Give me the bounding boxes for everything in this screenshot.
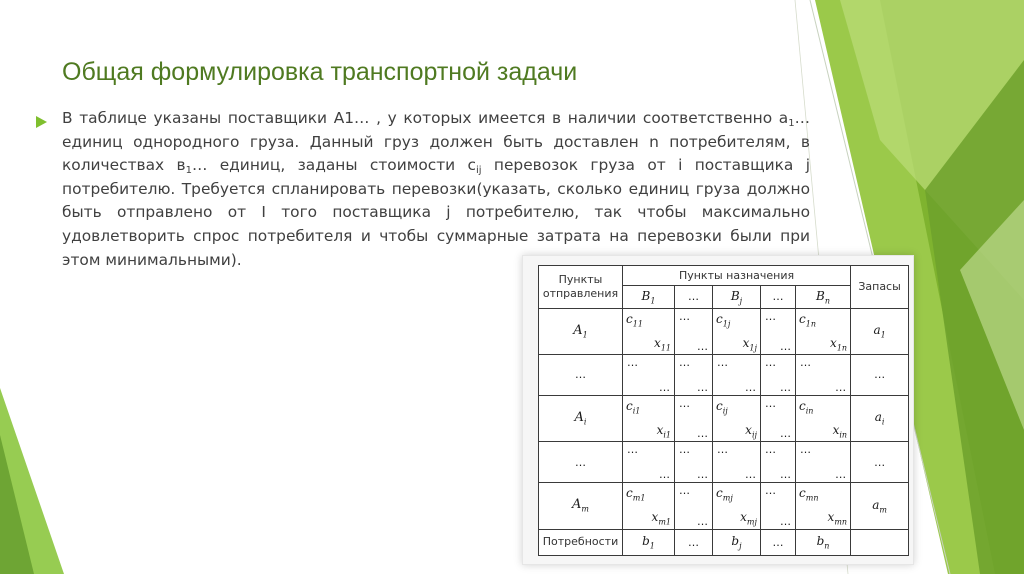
dots-cell: …: [539, 442, 623, 483]
cost-cell: $c_{ij}$ $x_{ij}$: [713, 395, 761, 442]
cost-cell: $c_{mn}$ $x_{mn}$: [796, 482, 851, 529]
dots-cell: … …: [675, 308, 713, 355]
dots-cell: …: [539, 355, 623, 396]
cost-cell: $c_{1n}$ $x_{1n}$: [796, 308, 851, 355]
dots-cell: … …: [796, 442, 851, 483]
table-row: [539, 442, 909, 483]
dots-cell: … …: [623, 442, 675, 483]
dots-cell: …: [761, 529, 796, 555]
dest-col-bn: $B_n$: [796, 286, 851, 308]
cost-cell: $c_{in}$ $x_{in}$: [796, 395, 851, 442]
cost-cell: $c_{m1}$ $x_{m1}$: [623, 482, 675, 529]
dest-col-bj: $B_j$: [713, 286, 761, 308]
dots-cell: …: [761, 286, 796, 308]
table-row: [539, 308, 909, 355]
cost-cell: $c_{i1}$ $x_{i1}$: [623, 395, 675, 442]
table-row: [539, 529, 909, 555]
demand-bj: $b_j$: [713, 529, 761, 555]
dots-cell: … …: [623, 355, 675, 396]
demand-label: Потребности: [539, 529, 623, 555]
demand-b1: $b_1$: [623, 529, 675, 555]
dots-cell: … …: [675, 395, 713, 442]
supply-am: $a_m$: [851, 482, 909, 529]
cost-cell: $c_{11}$ $x_{11}$: [623, 308, 675, 355]
supply-ai: $a_i$: [851, 395, 909, 442]
supply-a1: $a_1$: [851, 308, 909, 355]
table-row: [539, 395, 909, 442]
slide-title: Общая формулировка транспортной задачи: [62, 58, 578, 86]
cost-cell: $c_{1j}$ $x_{1j}$: [713, 308, 761, 355]
description-paragraph: В таблице указаны поставщики А1… , у которых имеется в наличии соответственно $а_1\dots$ единиц однородного груза. Данный груз должен быть доставлен n потребителям, в количествах $в_1\dots$ единиц, заданы стоимости $c_{ij}$ перевозок груза от i поставщика j потребителю. Требуется спланировать перевозки(указать, сколько единиц груза должно быть отправлено от I того поставщика j потребителю, так чтобы максимально удовлетворить спрос потребителя и чтобы суммарные затрата на перевозки были при этом минимальными).: [62, 109, 810, 269]
dots-cell: … …: [761, 355, 796, 396]
cost-cell: $c_{mj}$ $x_{mj}$: [713, 482, 761, 529]
bullet-arrow-icon: [36, 116, 47, 128]
transport-table: [538, 265, 909, 556]
table-row: [539, 355, 909, 396]
dots-cell: …: [851, 442, 909, 483]
dots-cell: … …: [675, 442, 713, 483]
dots-cell: …: [851, 355, 909, 396]
dots-cell: … …: [761, 442, 796, 483]
dots-cell: …: [675, 286, 713, 308]
row-label-ai: $A_i$: [539, 395, 623, 442]
dots-cell: … …: [713, 442, 761, 483]
dots-cell: … …: [796, 355, 851, 396]
dots-cell: … …: [675, 482, 713, 529]
table-row: [539, 482, 909, 529]
dots-cell: … …: [761, 395, 796, 442]
empty-cell: [851, 529, 909, 555]
dest-col-b1: $B_1$: [623, 286, 675, 308]
dots-cell: … …: [713, 355, 761, 396]
demand-bn: $b_n$: [796, 529, 851, 555]
supply-header: Запасы: [851, 266, 909, 309]
row-label-am: $A_m$: [539, 482, 623, 529]
dots-cell: … …: [761, 308, 796, 355]
dots-cell: … …: [675, 355, 713, 396]
destination-header: Пункты назначения: [623, 266, 851, 286]
dots-cell: …: [675, 529, 713, 555]
dots-cell: … …: [761, 482, 796, 529]
row-label-a1: $A_1$: [539, 308, 623, 355]
origin-header: Пункты отправления: [539, 266, 623, 309]
